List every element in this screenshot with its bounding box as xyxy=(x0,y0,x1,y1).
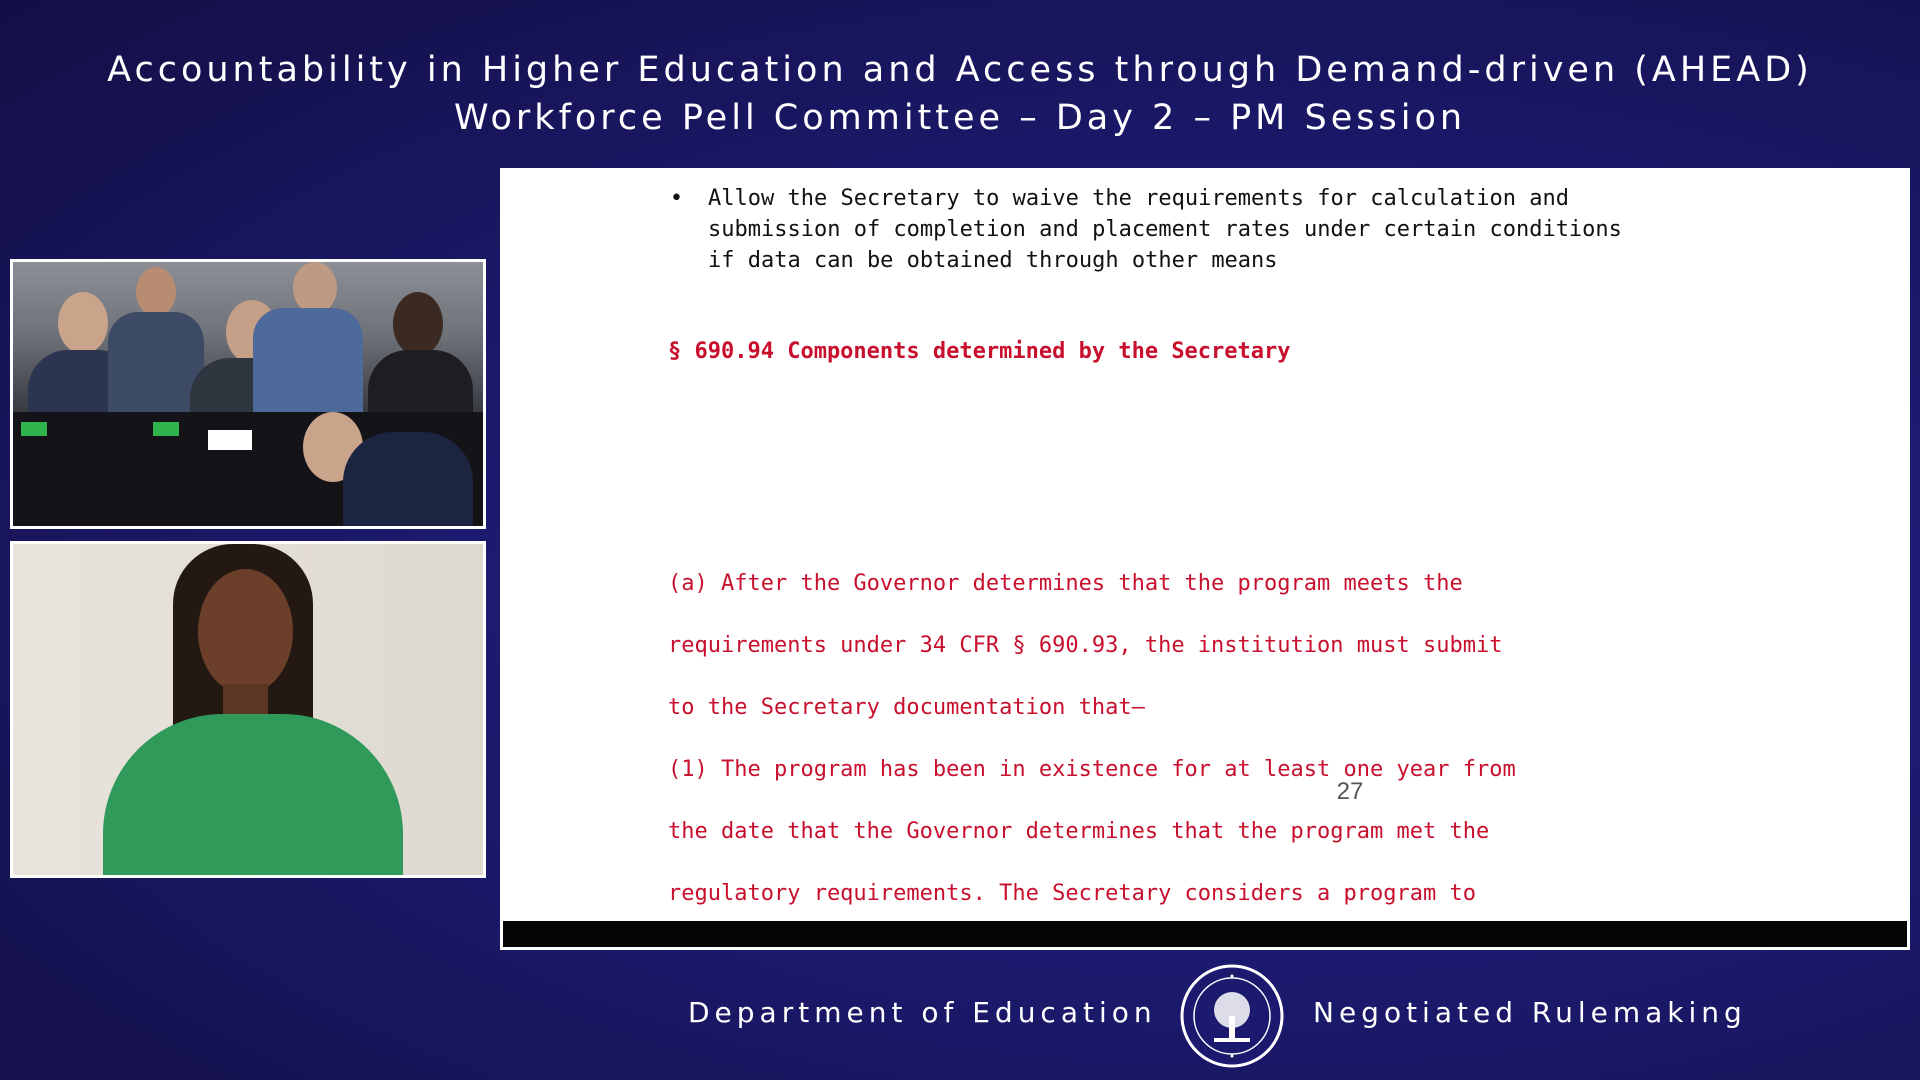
regulation-line: to the Secretary documentation that– xyxy=(668,695,1145,720)
section-heading: § 690.94 Components determined by the Secretary xyxy=(668,339,1291,364)
name-card xyxy=(21,422,47,436)
speaker-figure xyxy=(103,544,403,875)
slide-bottom-bar xyxy=(503,921,1907,947)
regulation-line: requirements under 34 CFR § 690.93, the institution must submit xyxy=(668,633,1503,658)
regulation-line: regulatory requirements. The Secretary considers a program to xyxy=(668,881,1476,906)
name-placard xyxy=(208,430,252,450)
session-title-line1: Accountability in Higher Education and Access through Demand-driven (AHEAD) xyxy=(107,50,1813,90)
slide-page-number: 27 xyxy=(1336,778,1364,805)
footer-department: Department of Education xyxy=(688,996,1157,1029)
regulation-line: the date that the Governor determines that the program met the xyxy=(668,819,1490,844)
slide-bullet xyxy=(670,183,1648,276)
regulation-line: (a) After the Governor determines that the program meets the xyxy=(668,571,1463,596)
bullet-dot-icon: • xyxy=(670,186,683,211)
department-seal-icon xyxy=(1180,964,1284,1068)
presentation-slide xyxy=(500,168,1910,950)
video-feed-committee-room xyxy=(10,259,486,529)
session-title xyxy=(0,46,1920,142)
slide-bullet-text: Allow the Secretary to waive the requirements for calculation and submission of completion and placement rates under certain conditions if data can be obtained through other means xyxy=(708,186,1622,273)
video-feed-speaker xyxy=(10,541,486,878)
regulation-line: (1) The program has been in existence for at least one year from xyxy=(668,757,1516,782)
session-title-line2: Workforce Pell Committee – Day 2 – PM Session xyxy=(453,98,1467,138)
name-card xyxy=(153,422,179,436)
footer-rulemaking: Negotiated Rulemaking xyxy=(1313,996,1747,1029)
